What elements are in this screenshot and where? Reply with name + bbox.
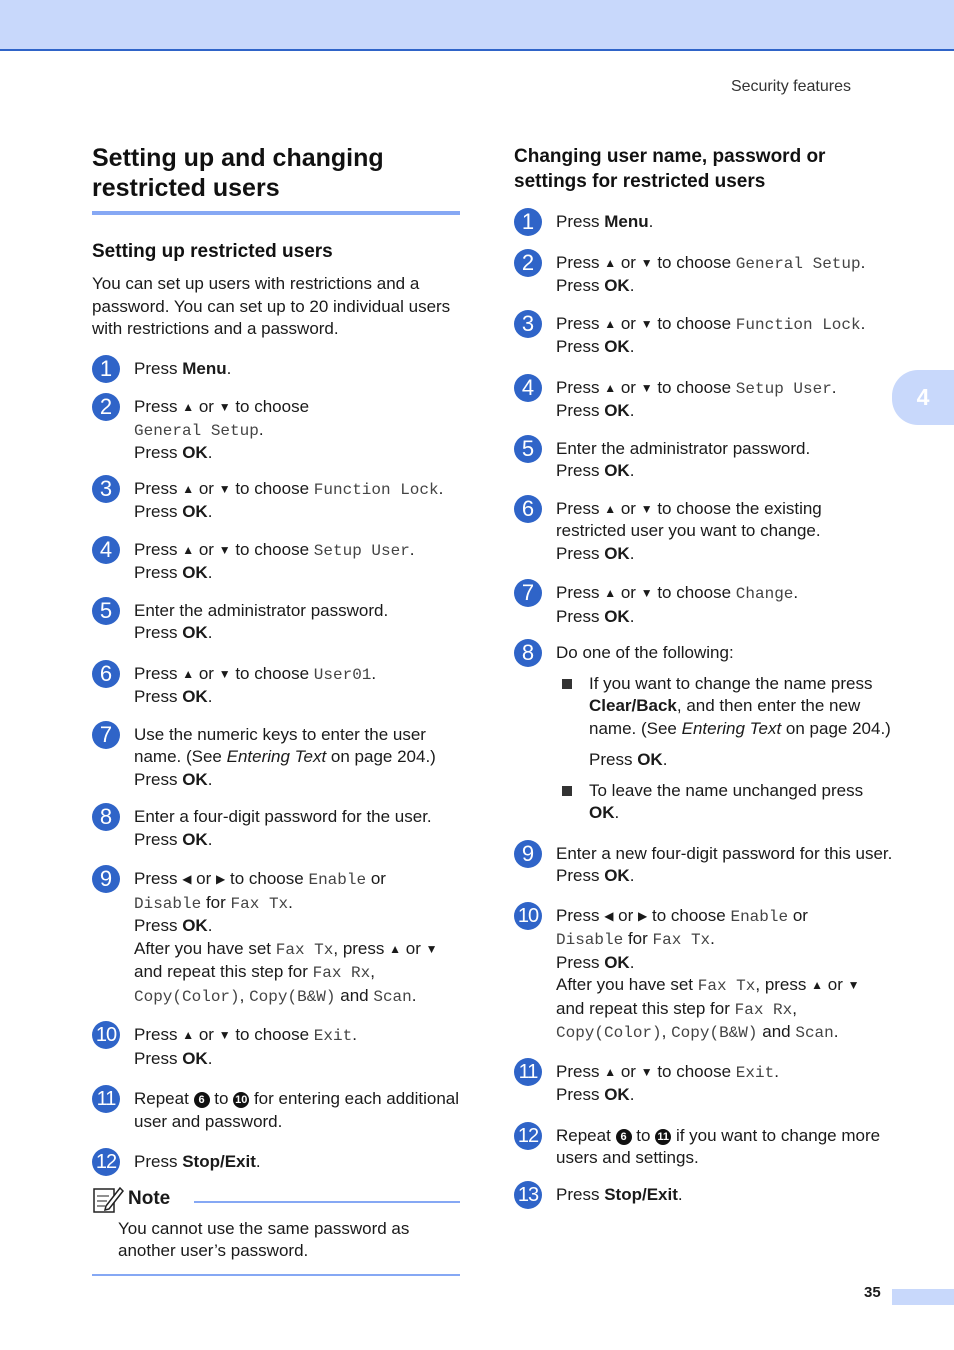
note-pencil-icon (92, 1184, 124, 1214)
step-number-icon: 11 (92, 1085, 120, 1113)
up-arrow-icon: ▲ (389, 941, 402, 956)
step-number-icon: 10 (514, 902, 542, 930)
note-rule (194, 1201, 460, 1203)
down-arrow-icon: ▼ (218, 666, 231, 681)
step-10: 10 Press ◀ or ▶ to choose Enable or Disable for Fax Tx. Press OK. After you have set Fax Tx, press ▲ or ▼ and repeat this step for Fax Rx, Copy(Color), Copy(B&W) and Scan. (514, 905, 894, 1045)
step-2: 2 Press ▲ or ▼ to choose General Setup. Press OK. (514, 252, 894, 298)
page-number: 35 (864, 1284, 881, 1301)
up-arrow-icon: ▲ (604, 1064, 617, 1079)
step-ref-icon: 6 (194, 1092, 210, 1108)
intro-paragraph: You can set up users with restrictions and a password. You can set up to 20 individual users with restrictions and a password. (92, 274, 451, 338)
right-column (514, 143, 894, 1206)
step-11: 11 Repeat 6 to 10 for entering each additional user and password. (92, 1088, 462, 1133)
bullet-square-icon (562, 786, 572, 796)
up-arrow-icon: ▲ (604, 316, 617, 331)
running-header: Security features (730, 78, 851, 95)
right-arrow-icon: ▶ (638, 908, 648, 923)
chapter-tab: 4 (892, 370, 954, 425)
left-arrow-icon: ◀ (182, 872, 192, 886)
step-number-icon: 12 (514, 1122, 542, 1150)
step-12: 12 Press Stop/Exit. (92, 1151, 462, 1174)
page-number-bar (892, 1289, 954, 1305)
up-arrow-icon: ▲ (604, 501, 617, 516)
down-arrow-icon: ▼ (640, 501, 653, 516)
left-column (92, 143, 462, 1276)
up-arrow-icon: ▲ (182, 666, 195, 681)
note-box (92, 1184, 460, 1276)
step-2: 2 Press ▲ or ▼ to choose General Setup. Press OK. (92, 396, 462, 465)
step-5: 5 Enter the administrator password. Press OK. (92, 600, 462, 645)
step-ref-icon: 6 (616, 1129, 632, 1145)
step-number-icon: 4 (514, 374, 542, 402)
up-arrow-icon: ▲ (604, 380, 617, 395)
step-6: 6 Press ▲ or ▼ to choose User01. Press OK. (92, 663, 462, 709)
up-arrow-icon: ▲ (182, 400, 195, 414)
step-ref-icon: 11 (655, 1129, 671, 1145)
step-number-icon: 2 (514, 249, 542, 277)
step-number-icon: 11 (514, 1058, 542, 1086)
step-1: 1 Press Menu. (92, 358, 462, 381)
step-4: 4 Press ▲ or ▼ to choose Setup User. Press OK. (514, 377, 894, 423)
step-5: 5 Enter the administrator password. Press OK. (514, 438, 894, 483)
down-arrow-icon: ▼ (218, 542, 231, 557)
down-arrow-icon: ▼ (640, 586, 653, 600)
step-number-icon: 8 (92, 803, 120, 831)
step-number-icon: 7 (514, 579, 542, 607)
step-7: 7 Use the numeric keys to enter the user name. (See Entering Text on page 204.) Press OK. (92, 724, 462, 792)
step-number-icon: 2 (92, 393, 120, 421)
step-number-icon: 3 (92, 475, 120, 503)
step-3: 3 Press ▲ or ▼ to choose Function Lock. Press OK. (92, 478, 462, 524)
subsection-title: Changing user name, password or settings for restricted users (514, 146, 826, 192)
step-number-icon: 3 (514, 310, 542, 338)
note-body: You cannot use the same password as another user’s password. (118, 1218, 410, 1260)
step-6: 6 Press ▲ or ▼ to choose the existing restricted user you want to change. Press OK. (514, 498, 894, 566)
step-number-icon: 1 (92, 355, 120, 383)
bullet-square-icon (562, 679, 572, 689)
step-number-icon: 5 (92, 597, 120, 625)
down-arrow-icon: ▼ (640, 380, 653, 395)
step-number-icon: 4 (92, 536, 120, 564)
note-rule (92, 1274, 460, 1276)
step-number-icon: 6 (92, 660, 120, 688)
step-9: 9 Enter a new four-digit password for this user. Press OK. (514, 843, 894, 888)
down-arrow-icon: ▼ (640, 1064, 653, 1079)
up-arrow-icon: ▲ (811, 978, 824, 992)
step-10: 10 Press ▲ or ▼ to choose Exit. Press OK. (92, 1024, 462, 1070)
down-arrow-icon: ▼ (847, 978, 860, 992)
step-1: 1 Press Menu. (514, 211, 894, 234)
step-7: 7 Press ▲ or ▼ to choose Change. Press OK. (514, 582, 894, 628)
step-11: 11 Press ▲ or ▼ to choose Exit. Press OK. (514, 1061, 894, 1107)
up-arrow-icon: ▲ (182, 542, 195, 557)
step-number-icon: 8 (514, 639, 542, 667)
step-number-icon: 12 (92, 1148, 120, 1176)
down-arrow-icon: ▼ (640, 316, 653, 331)
down-arrow-icon: ▼ (425, 941, 438, 956)
step-8: 8 Do one of the following: (514, 642, 894, 665)
step-13: 13 Press Stop/Exit. (514, 1184, 894, 1207)
step-8: 8 Enter a four-digit password for the user. Press OK. (92, 806, 462, 851)
step-number-icon: 13 (514, 1181, 542, 1209)
right-arrow-icon: ▶ (216, 872, 226, 886)
step-4: 4 Press ▲ or ▼ to choose Setup User. Press OK. (92, 539, 462, 585)
step-number-icon: 10 (92, 1021, 120, 1049)
step-ref-icon: 10 (235, 1094, 248, 1106)
bullet-leave-name: To leave the name unchanged press OK. (562, 780, 894, 825)
step-number-icon: 9 (514, 840, 542, 868)
step-number-icon: 5 (514, 435, 542, 463)
step-number-icon: 6 (514, 495, 542, 523)
up-arrow-icon: ▲ (604, 255, 617, 270)
section-title: Setting up and changing restricted users (92, 144, 384, 202)
step-9: 9 Press ◀ or ▶ to choose Enable or Disable for Fax Tx. Press OK. After you have set Fax Tx, press ▲ or ▼ and repeat this step for Fax Rx, Copy(Color), Copy(B&W) and Scan. (92, 868, 462, 1008)
note-title: Note (128, 1187, 171, 1209)
step-12: 12 Repeat 6 to 11 if you want to change more users and settings. (514, 1125, 894, 1170)
step-number-icon: 7 (92, 721, 120, 749)
down-arrow-icon: ▼ (640, 255, 653, 270)
down-arrow-icon: ▼ (218, 481, 231, 496)
down-arrow-icon: ▼ (218, 1028, 231, 1042)
title-rule (92, 211, 460, 215)
step-number-icon: 1 (514, 208, 542, 236)
left-arrow-icon: ◀ (604, 908, 614, 923)
up-arrow-icon: ▲ (604, 586, 617, 600)
bullet-change-name: If you want to change the name press Clear/Back, and then enter the new name. (See Entering Text on page 204.) Press OK. (562, 673, 894, 772)
step-number-icon: 9 (92, 865, 120, 893)
subsection-title: Setting up restricted users (92, 241, 333, 262)
top-header-band (0, 0, 954, 51)
step-3: 3 Press ▲ or ▼ to choose Function Lock. Press OK. (514, 313, 894, 359)
up-arrow-icon: ▲ (182, 1028, 195, 1042)
up-arrow-icon: ▲ (182, 481, 195, 496)
down-arrow-icon: ▼ (218, 400, 231, 414)
